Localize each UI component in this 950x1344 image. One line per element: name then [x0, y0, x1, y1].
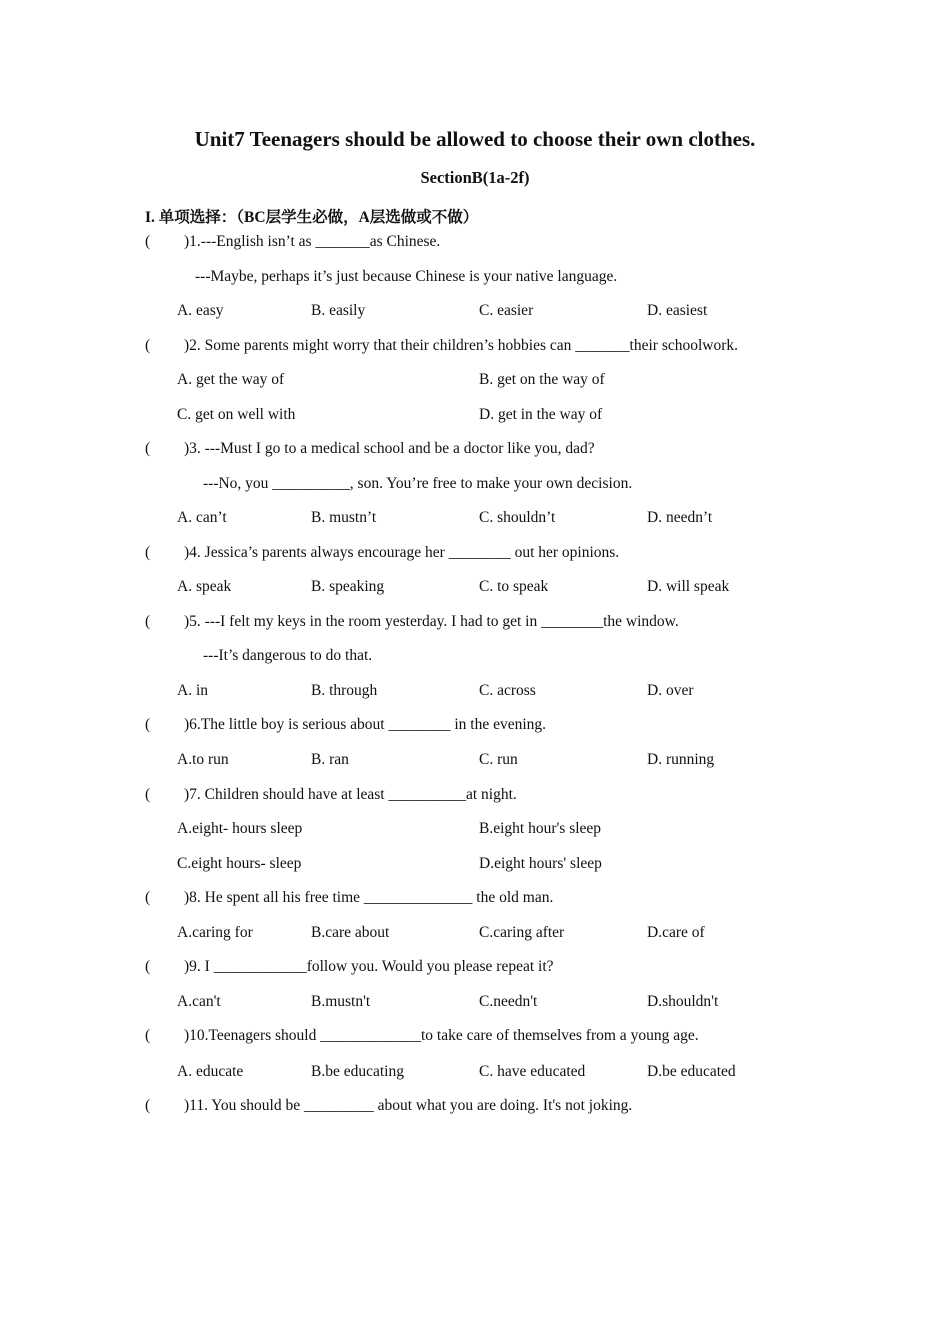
- answer-paren: (: [145, 613, 151, 630]
- option-b: B. speaking: [311, 578, 385, 595]
- question-text: )1.---English isn’t as _______as Chinese.: [184, 233, 441, 250]
- option-b: B. mustn’t: [311, 509, 377, 526]
- answer-paren: (: [145, 958, 151, 975]
- option-d: D. over: [647, 682, 694, 699]
- option-b: B.care about: [311, 924, 390, 941]
- option-c: C. across: [479, 682, 536, 699]
- answer-paren: (: [145, 440, 151, 457]
- option-c: C.needn't: [479, 993, 538, 1010]
- answer-paren: (: [145, 233, 151, 250]
- option-a: A.can't: [177, 993, 221, 1010]
- option-a: A. speak: [177, 578, 232, 595]
- answer-paren: (: [145, 1097, 151, 1114]
- option-c: C.caring after: [479, 924, 565, 941]
- question-text: )4. Jessica’s parents always encourage her ________ out her opinions.: [184, 544, 620, 561]
- option-a: A. in: [177, 682, 208, 699]
- question-text: )5. ---I felt my keys in the room yesterday. I had to get in ________the window.: [184, 613, 679, 630]
- option-a: A. easy: [177, 302, 224, 319]
- option-d: D. get in the way of: [479, 406, 603, 423]
- option-c: C. easier: [479, 302, 534, 319]
- option-d: D. running: [647, 751, 715, 768]
- option-a: A. educate: [177, 1063, 244, 1080]
- question-text: )9. I ____________follow you. Would you please repeat it?: [184, 958, 554, 975]
- option-d: D.shouldn't: [647, 993, 719, 1010]
- option-a: A.to run: [177, 751, 229, 768]
- question-text: )11. You should be _________ about what you are doing. It's not joking.: [184, 1097, 633, 1114]
- question-1-reply: ---Maybe, perhaps it’s just because Chinese is your native language.: [195, 268, 618, 285]
- option-b: B. easily: [311, 302, 366, 319]
- question-text: )6.The little boy is serious about ________ in the evening.: [184, 716, 547, 733]
- option-c: C. shouldn’t: [479, 509, 556, 526]
- option-b: B.mustn't: [311, 993, 371, 1010]
- question-text: )7. Children should have at least __________at night.: [184, 786, 517, 803]
- option-c: C. to speak: [479, 578, 549, 595]
- worksheet-title: Unit7 Teenagers should be allowed to choose their own clothes.: [194, 127, 756, 151]
- option-d: D.care of: [647, 924, 705, 941]
- answer-paren: (: [145, 337, 151, 354]
- question-text: )10.Teenagers should _____________to take care of themselves from a young age.: [184, 1027, 699, 1044]
- option-b: B. through: [311, 682, 378, 699]
- section-subtitle: SectionB(1a-2f): [420, 168, 530, 187]
- answer-paren: (: [145, 786, 151, 803]
- option-b: B.eight hour's sleep: [479, 820, 602, 837]
- option-d: D. needn’t: [647, 509, 713, 526]
- option-d: D. will speak: [647, 578, 730, 595]
- option-c: C. have educated: [479, 1063, 586, 1080]
- option-b: B. ran: [311, 751, 349, 768]
- option-d: D.be educated: [647, 1063, 736, 1080]
- option-a: A. can’t: [177, 509, 227, 526]
- question-text: )8. He spent all his free time ______________ the old man.: [184, 889, 554, 906]
- option-a: A.caring for: [177, 924, 253, 941]
- question-5-reply: ---It’s dangerous to do that.: [203, 647, 373, 664]
- option-d: D. easiest: [647, 302, 708, 319]
- section-heading: I. 单项选择：（BC层学生必做，A层选做或不做）: [145, 209, 479, 226]
- option-a: A. get the way of: [177, 371, 285, 388]
- option-a: A.eight- hours sleep: [177, 820, 303, 837]
- question-text: )3. ---Must I go to a medical school and be a doctor like you, dad?: [184, 440, 595, 457]
- answer-paren: (: [145, 544, 151, 561]
- answer-paren: (: [145, 716, 151, 733]
- option-c: C. get on well with: [177, 406, 296, 423]
- option-b: B. get on the way of: [479, 371, 605, 388]
- option-c: C. run: [479, 751, 518, 768]
- answer-paren: (: [145, 889, 151, 906]
- option-c: C.eight hours- sleep: [177, 855, 302, 872]
- answer-paren: (: [145, 1027, 151, 1044]
- question-3-reply: ---No, you __________, son. You’re free to make your own decision.: [203, 475, 633, 492]
- option-d: D.eight hours' sleep: [479, 855, 602, 872]
- question-text: )2. Some parents might worry that their children’s hobbies can _______their schoolwork.: [184, 337, 739, 354]
- option-b: B.be educating: [311, 1063, 404, 1080]
